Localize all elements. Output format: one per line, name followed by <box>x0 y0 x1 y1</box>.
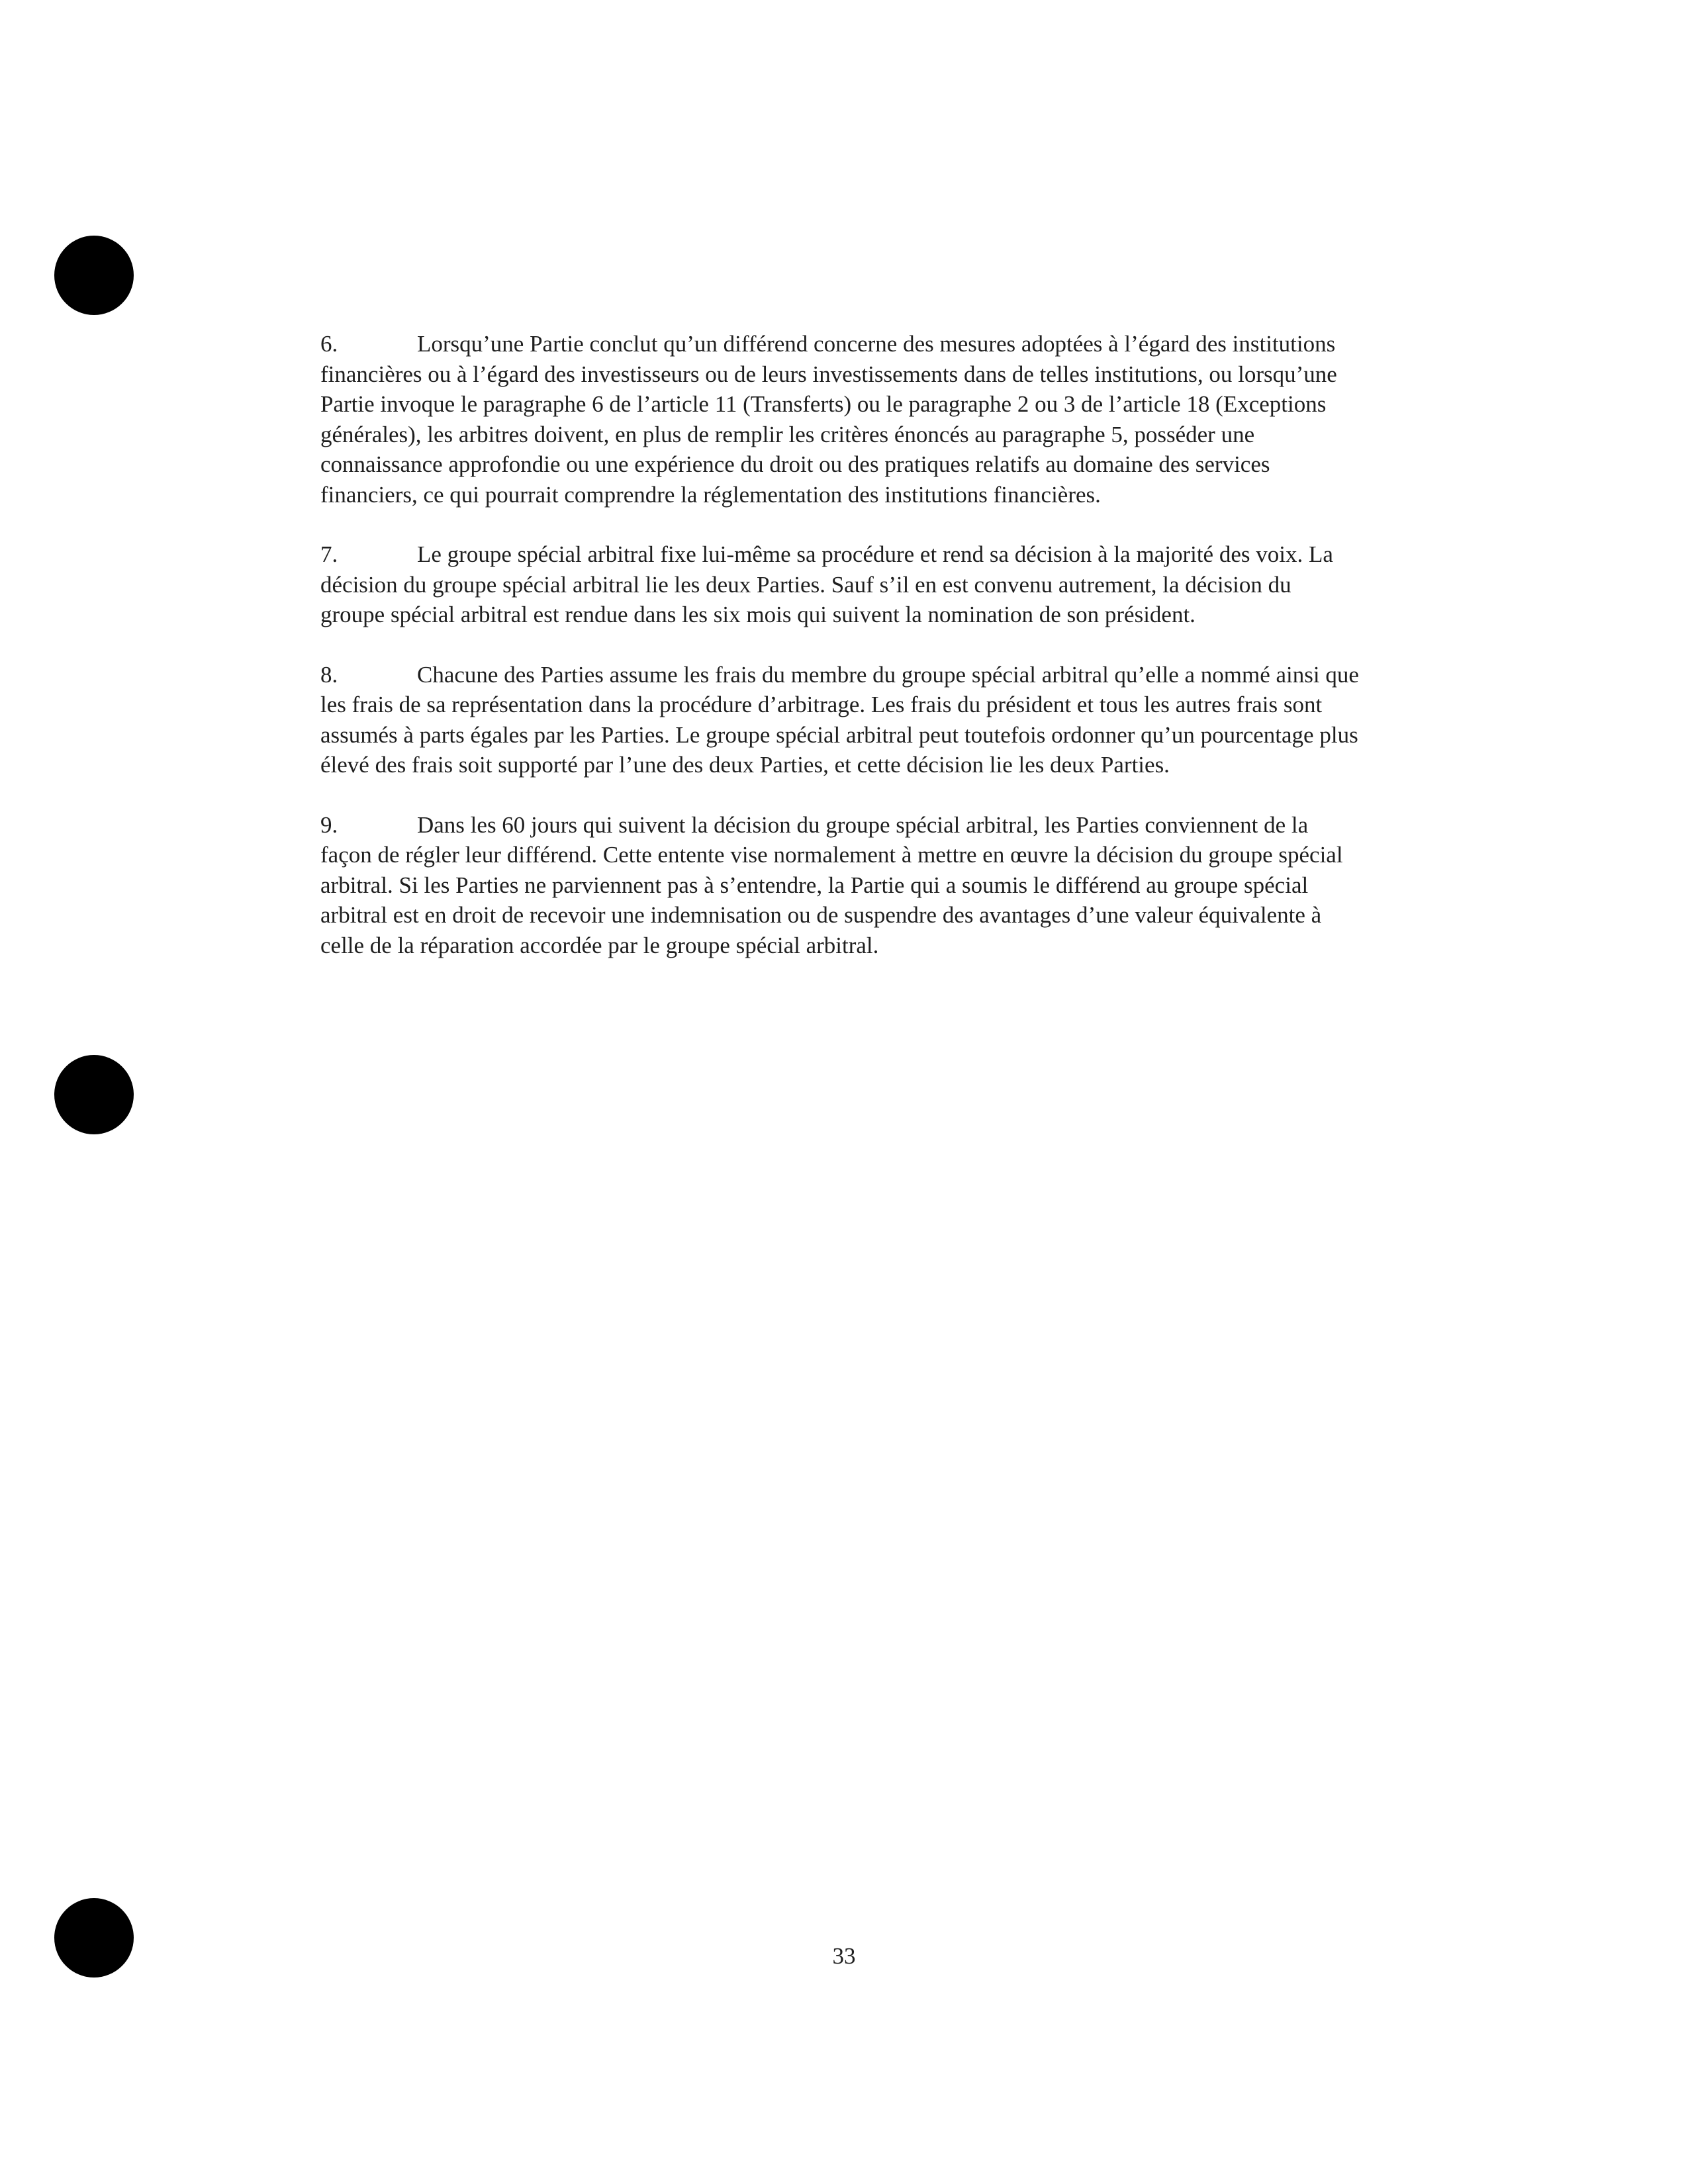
document-body <box>320 329 1360 990</box>
paragraph-text: Dans les 60 jours qui suivent la décision du groupe spécial arbitral, les Parties conviennent de la façon de régler leur différend. Cette entente vise normalement à mettre en œuvre la décision du groupe spécial arbitral. Si les Parties ne parviennent pas à s’entendre, la Partie qui a soumis le différend au groupe spécial arbitral est en droit de recevoir une indemnisation ou de suspendre des avantages d’une valeur équivalente à celle de la réparation accordée par le groupe spécial arbitral. <box>320 811 1343 958</box>
paragraph-8 <box>320 660 1360 780</box>
paragraph-9 <box>320 810 1360 961</box>
paragraph-6 <box>320 329 1360 510</box>
paragraph-number: 6. <box>320 331 338 357</box>
paragraph-number: 9. <box>320 811 338 838</box>
paragraph-text: Lorsqu’une Partie conclut qu’un différend concerne des mesures adoptées à l’égard des institutions financières ou à l’égard des investisseurs ou de leurs investissements dans de telles institutions, ou lorsqu’une Partie invoque le paragraphe 6 de l’article 11 (Transferts) ou le paragraphe 2 ou 3 de l’article 18 (Exceptions générales), les arbitres doivent, en plus de remplir les critères énoncés au paragraphe 5, posséder une connaissance approfondie ou une expérience du droit ou des pratiques relatifs au domaine des services financiers, ce qui pourrait comprendre la réglementation des institutions financières. <box>320 331 1337 508</box>
paragraph-number: 8. <box>320 661 338 688</box>
punch-hole-middle <box>54 1055 134 1134</box>
paragraph-number: 7. <box>320 541 338 567</box>
punch-hole-top <box>54 236 134 315</box>
paragraph-text: Chacune des Parties assume les frais du membre du groupe spécial arbitral qu’elle a nommé ainsi que les frais de sa représentation dans la procédure d’arbitrage. Les frais du président et tous les autres frais sont assumés à parts égales par les Parties. Le groupe spécial arbitral peut toutefois ordonner qu’un pourcentage plus élevé des frais soit supporté par l’une des deux Parties, et cette décision lie les deux Parties. <box>320 661 1359 778</box>
page-number: 33 <box>832 1943 856 1969</box>
paragraph-text: Le groupe spécial arbitral fixe lui-même sa procédure et rend sa décision à la majorité des voix. La décision du groupe spécial arbitral lie les deux Parties. Sauf s’il en est convenu autrement, la décision du groupe spécial arbitral est rendue dans les six mois qui suivent la nomination de son président. <box>320 541 1333 627</box>
paragraph-7 <box>320 539 1360 630</box>
